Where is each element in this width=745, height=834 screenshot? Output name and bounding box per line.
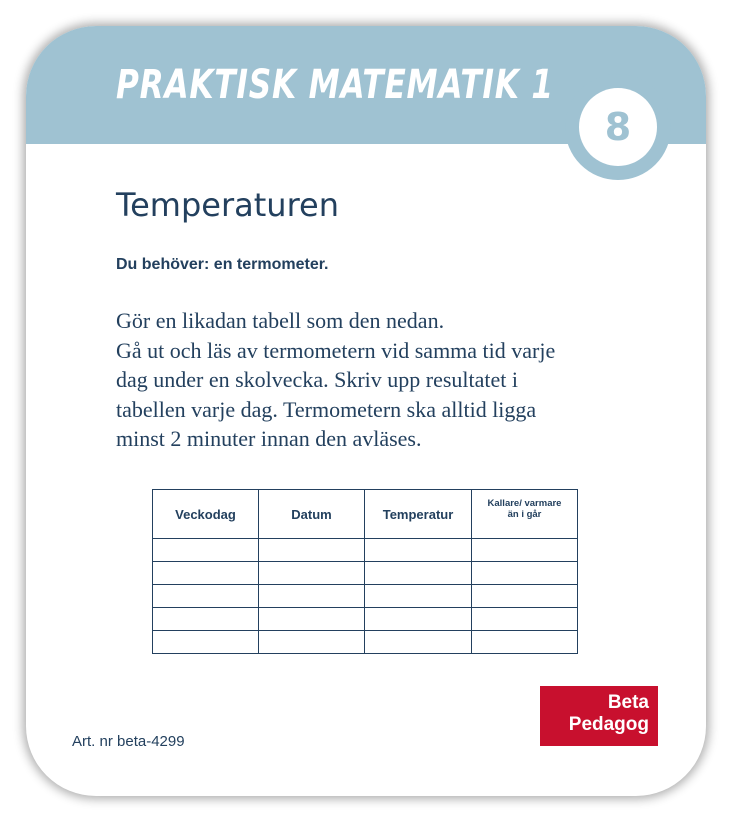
- column-header-kallare-varmare: [472, 490, 578, 539]
- table-cell: [259, 562, 365, 585]
- temperature-table: [152, 489, 578, 654]
- series-title: PRAKTISK MATEMATIK 1: [116, 62, 554, 108]
- table-cell: [365, 539, 472, 562]
- table-header-row: [153, 490, 578, 539]
- column-header-line: än i går: [507, 509, 542, 520]
- table-cell: [153, 539, 259, 562]
- activity-card: [26, 26, 706, 796]
- materials-needed: Du behöver: en termometer.: [116, 256, 329, 273]
- table-cell: [153, 585, 259, 608]
- instruction-line: Gör en likadan tabell som den nedan.: [116, 308, 445, 333]
- table-cell: [153, 631, 259, 654]
- column-header-line: Kallare/ varmare: [487, 498, 562, 509]
- table-cell: [259, 631, 365, 654]
- table-cell: [365, 585, 472, 608]
- logo-text-beta: Beta: [607, 692, 649, 713]
- column-header-temperatur: Temperatur: [365, 490, 472, 539]
- table-cell: [259, 539, 365, 562]
- table-cell: [365, 631, 472, 654]
- table-cell: [153, 562, 259, 585]
- instruction-line: Gå ut och läs av termometern vid samma tid varje: [116, 337, 556, 363]
- table-row: [153, 539, 578, 562]
- table-cell: [472, 631, 578, 654]
- table-row: [153, 631, 578, 654]
- beta-pedagog-logo: [540, 686, 658, 746]
- table-cell: [472, 608, 578, 631]
- table-cell: [472, 562, 578, 585]
- table-row: [153, 585, 578, 608]
- table-cell: [153, 608, 259, 631]
- logo-text-pedagog: Pedagog: [568, 714, 649, 735]
- table-cell: [259, 608, 365, 631]
- instructions-text: [116, 306, 616, 454]
- table-cell: [259, 585, 365, 608]
- card-title: Temperaturen: [116, 186, 339, 224]
- table-cell: [365, 562, 472, 585]
- instruction-line: dag under en skolvecka. Skriv upp resultatet i: [116, 367, 519, 392]
- table-cell: [365, 608, 472, 631]
- instruction-line: tabellen varje dag. Termometern ska alltid ligga: [116, 396, 537, 422]
- column-header-datum: Datum: [259, 490, 365, 539]
- column-header-veckodag: Veckodag: [153, 490, 259, 539]
- instruction-line: minst 2 minuter innan den avläses.: [116, 426, 422, 451]
- article-number: Art. nr beta-4299: [72, 733, 185, 750]
- table-cell: [472, 585, 578, 608]
- table-row: [153, 562, 578, 585]
- table-row: [153, 608, 578, 631]
- card-number-badge: 8: [579, 88, 657, 166]
- table-cell: [472, 539, 578, 562]
